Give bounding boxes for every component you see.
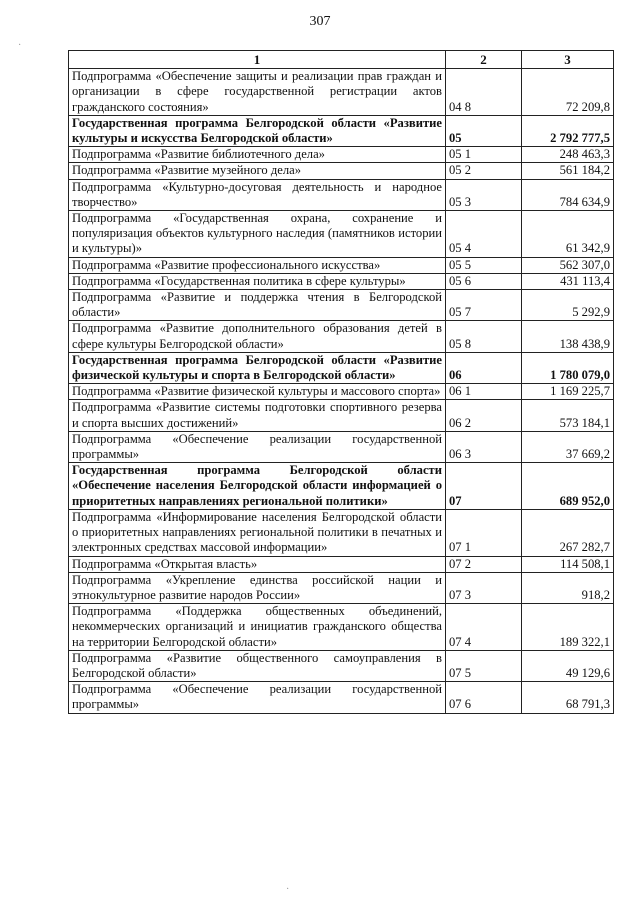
subprogram-row (69, 682, 614, 713)
program-row (69, 463, 614, 510)
column-header-code: 2 (446, 51, 522, 69)
column-header-name: 1 (69, 51, 446, 69)
row-amount: 49 129,6 (522, 650, 614, 681)
row-code: 05 4 (446, 211, 522, 258)
subprogram-row (69, 384, 614, 400)
program-row (69, 352, 614, 383)
row-name: Подпрограмма «Развитие музейного дела» (69, 163, 446, 179)
row-name: Подпрограмма «Обеспечение реализации государственной программы» (69, 431, 446, 462)
scan-mark: · (18, 40, 22, 51)
row-amount: 37 669,2 (522, 431, 614, 462)
row-name: Подпрограмма «Государственная охрана, сохранение и популяризация объектов культурного наследия (памятников истории и культуры)» (69, 211, 446, 258)
row-amount: 573 184,1 (522, 400, 614, 431)
row-amount: 562 307,0 (522, 257, 614, 273)
subprogram-row (69, 556, 614, 572)
subprogram-row (69, 572, 614, 603)
subprogram-row (69, 147, 614, 163)
row-name: Государственная программа Белгородской области «Развитие культуры и искусства Белгородской области» (69, 115, 446, 146)
row-code: 07 5 (446, 650, 522, 681)
row-amount: 72 209,8 (522, 69, 614, 116)
scan-mark: · (286, 884, 290, 895)
row-name: Подпрограмма «Обеспечение реализации государственной программы» (69, 682, 446, 713)
table-header-row (69, 51, 614, 69)
row-code: 05 1 (446, 147, 522, 163)
row-code: 07 3 (446, 572, 522, 603)
table-body (69, 69, 614, 713)
row-amount: 68 791,3 (522, 682, 614, 713)
subprogram-row (69, 290, 614, 321)
row-code: 07 6 (446, 682, 522, 713)
row-name: Подпрограмма «Укрепление единства российской нации и этнокультурное развитие народов России» (69, 572, 446, 603)
row-code: 07 4 (446, 604, 522, 651)
subprogram-row (69, 163, 614, 179)
row-amount: 689 952,0 (522, 463, 614, 510)
subprogram-row (69, 321, 614, 352)
row-amount: 784 634,9 (522, 179, 614, 210)
row-name: Подпрограмма «Развитие общественного самоуправления в Белгородской области» (69, 650, 446, 681)
row-amount: 561 184,2 (522, 163, 614, 179)
row-code: 07 1 (446, 509, 522, 556)
row-code: 06 1 (446, 384, 522, 400)
row-name: Подпрограмма «Развитие библиотечного дела» (69, 147, 446, 163)
row-amount: 918,2 (522, 572, 614, 603)
subprogram-row (69, 431, 614, 462)
row-name: Подпрограмма «Культурно-досуговая деятельность и народное творчество» (69, 179, 446, 210)
row-code: 05 5 (446, 257, 522, 273)
row-name: Подпрограмма «Поддержка общественных объединений, некоммерческих организаций и инициатив гражданского общества на территории Белгородской области» (69, 604, 446, 651)
subprogram-row (69, 273, 614, 289)
row-code: 05 6 (446, 273, 522, 289)
row-amount: 138 438,9 (522, 321, 614, 352)
row-amount: 114 508,1 (522, 556, 614, 572)
row-code: 05 (446, 115, 522, 146)
row-name: Подпрограмма «Информирование населения Белгородской области о приоритетных направлениях региональной политики в печатных и электронных средствах массовой информации» (69, 509, 446, 556)
row-amount: 189 322,1 (522, 604, 614, 651)
subprogram-row (69, 69, 614, 116)
subprogram-row (69, 604, 614, 651)
page-number: 307 (309, 14, 331, 29)
row-code: 06 3 (446, 431, 522, 462)
row-name: Подпрограмма «Развитие физической культуры и массового спорта» (69, 384, 446, 400)
row-name: Подпрограмма «Развитие системы подготовки спортивного резерва и спорта высших достижений» (69, 400, 446, 431)
row-code: 06 2 (446, 400, 522, 431)
subprogram-row (69, 211, 614, 258)
row-name: Государственная программа Белгородской области «Обеспечение населения Белгородской области информацией о приоритетных направлениях региональной политики» (69, 463, 446, 510)
row-code: 05 2 (446, 163, 522, 179)
row-name: Подпрограмма «Государственная политика в сфере культуры» (69, 273, 446, 289)
row-name: Государственная программа Белгородской области «Развитие физической культуры и спорта в Белгородской области» (69, 352, 446, 383)
budget-table (68, 50, 614, 714)
row-code: 06 (446, 352, 522, 383)
subprogram-row (69, 400, 614, 431)
row-code: 05 8 (446, 321, 522, 352)
row-code: 04 8 (446, 69, 522, 116)
row-amount: 1 780 079,0 (522, 352, 614, 383)
row-amount: 431 113,4 (522, 273, 614, 289)
row-amount: 1 169 225,7 (522, 384, 614, 400)
row-amount: 5 292,9 (522, 290, 614, 321)
subprogram-row (69, 509, 614, 556)
row-name: Подпрограмма «Развитие профессионального искусства» (69, 257, 446, 273)
row-amount: 267 282,7 (522, 509, 614, 556)
row-name: Подпрограмма «Развитие и поддержка чтения в Белгородской области» (69, 290, 446, 321)
row-amount: 61 342,9 (522, 211, 614, 258)
row-name: Подпрограмма «Обеспечение защиты и реализации прав граждан и организации в сфере государственной регистрации актов гражданского состояния» (69, 69, 446, 116)
row-code: 07 2 (446, 556, 522, 572)
row-name: Подпрограмма «Открытая власть» (69, 556, 446, 572)
row-name: Подпрограмма «Развитие дополнительного образования детей в сфере культуры Белгородской области» (69, 321, 446, 352)
row-code: 05 7 (446, 290, 522, 321)
program-row (69, 115, 614, 146)
row-amount: 2 792 777,5 (522, 115, 614, 146)
column-header-amount: 3 (522, 51, 614, 69)
row-code: 05 3 (446, 179, 522, 210)
row-code: 07 (446, 463, 522, 510)
row-amount: 248 463,3 (522, 147, 614, 163)
subprogram-row (69, 650, 614, 681)
subprogram-row (69, 179, 614, 210)
subprogram-row (69, 257, 614, 273)
